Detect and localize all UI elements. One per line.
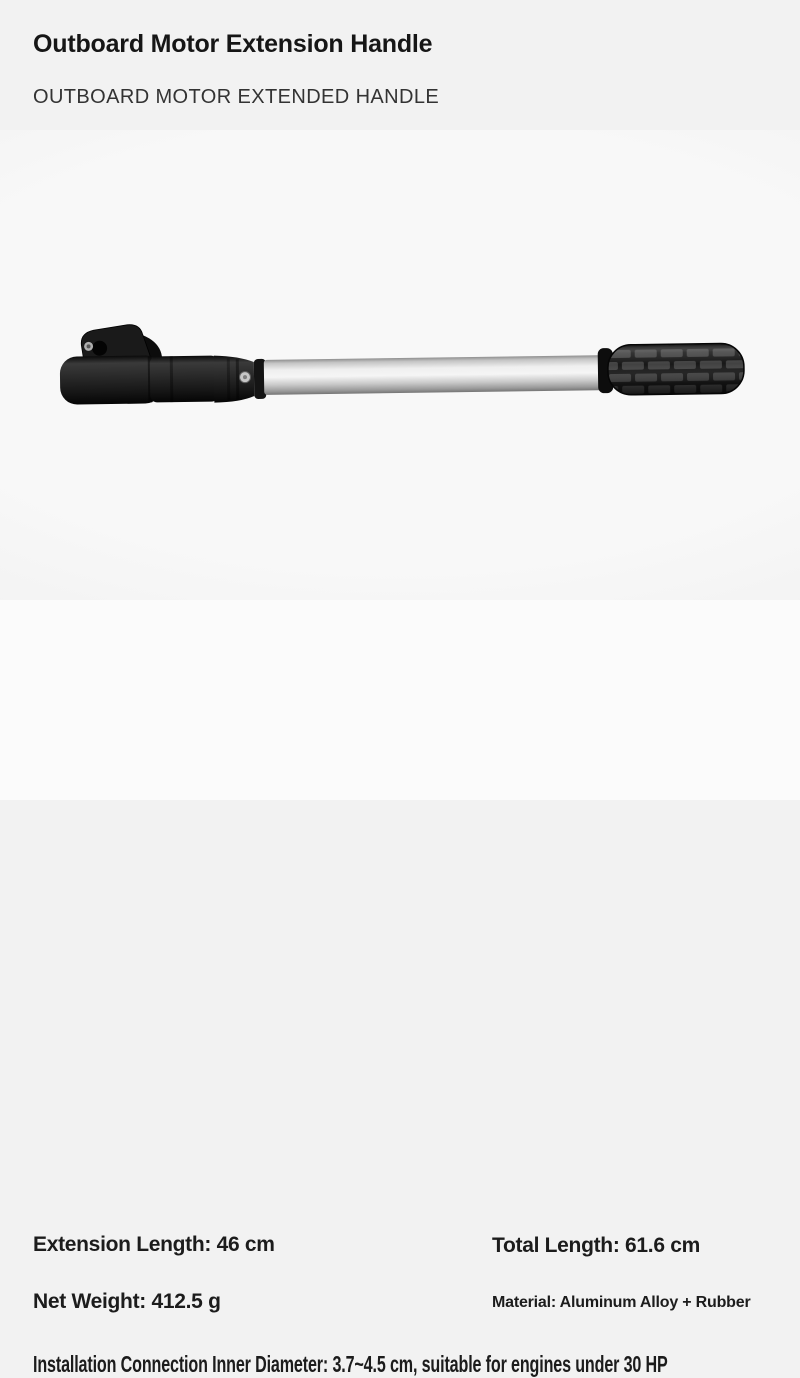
spec-panel bbox=[0, 600, 800, 1377]
spec-material: Material: Aluminum Alloy + Rubber bbox=[492, 1294, 751, 1311]
page-subtitle: OUTBOARD MOTOR EXTENDED HANDLE bbox=[33, 86, 440, 108]
spec-total-length: Total Length: 61.6 cm bbox=[492, 1234, 701, 1257]
product-photo-area bbox=[0, 130, 800, 600]
page-title: Outboard Motor Extension Handle bbox=[33, 30, 433, 58]
aluminum-tube bbox=[264, 355, 610, 395]
spec-net-weight: Net Weight: 412.5 g bbox=[33, 1290, 221, 1313]
spec-extension-length: Extension Length: 46 cm bbox=[33, 1233, 275, 1256]
spec-installation-note: Installation Connection Inner Diameter: 3.7~4.5 cm, suitable for engines under 30 HP bbox=[33, 1351, 668, 1377]
product-photo bbox=[0, 130, 800, 600]
clamp-connector bbox=[60, 354, 267, 405]
rubber-grip bbox=[608, 343, 745, 395]
